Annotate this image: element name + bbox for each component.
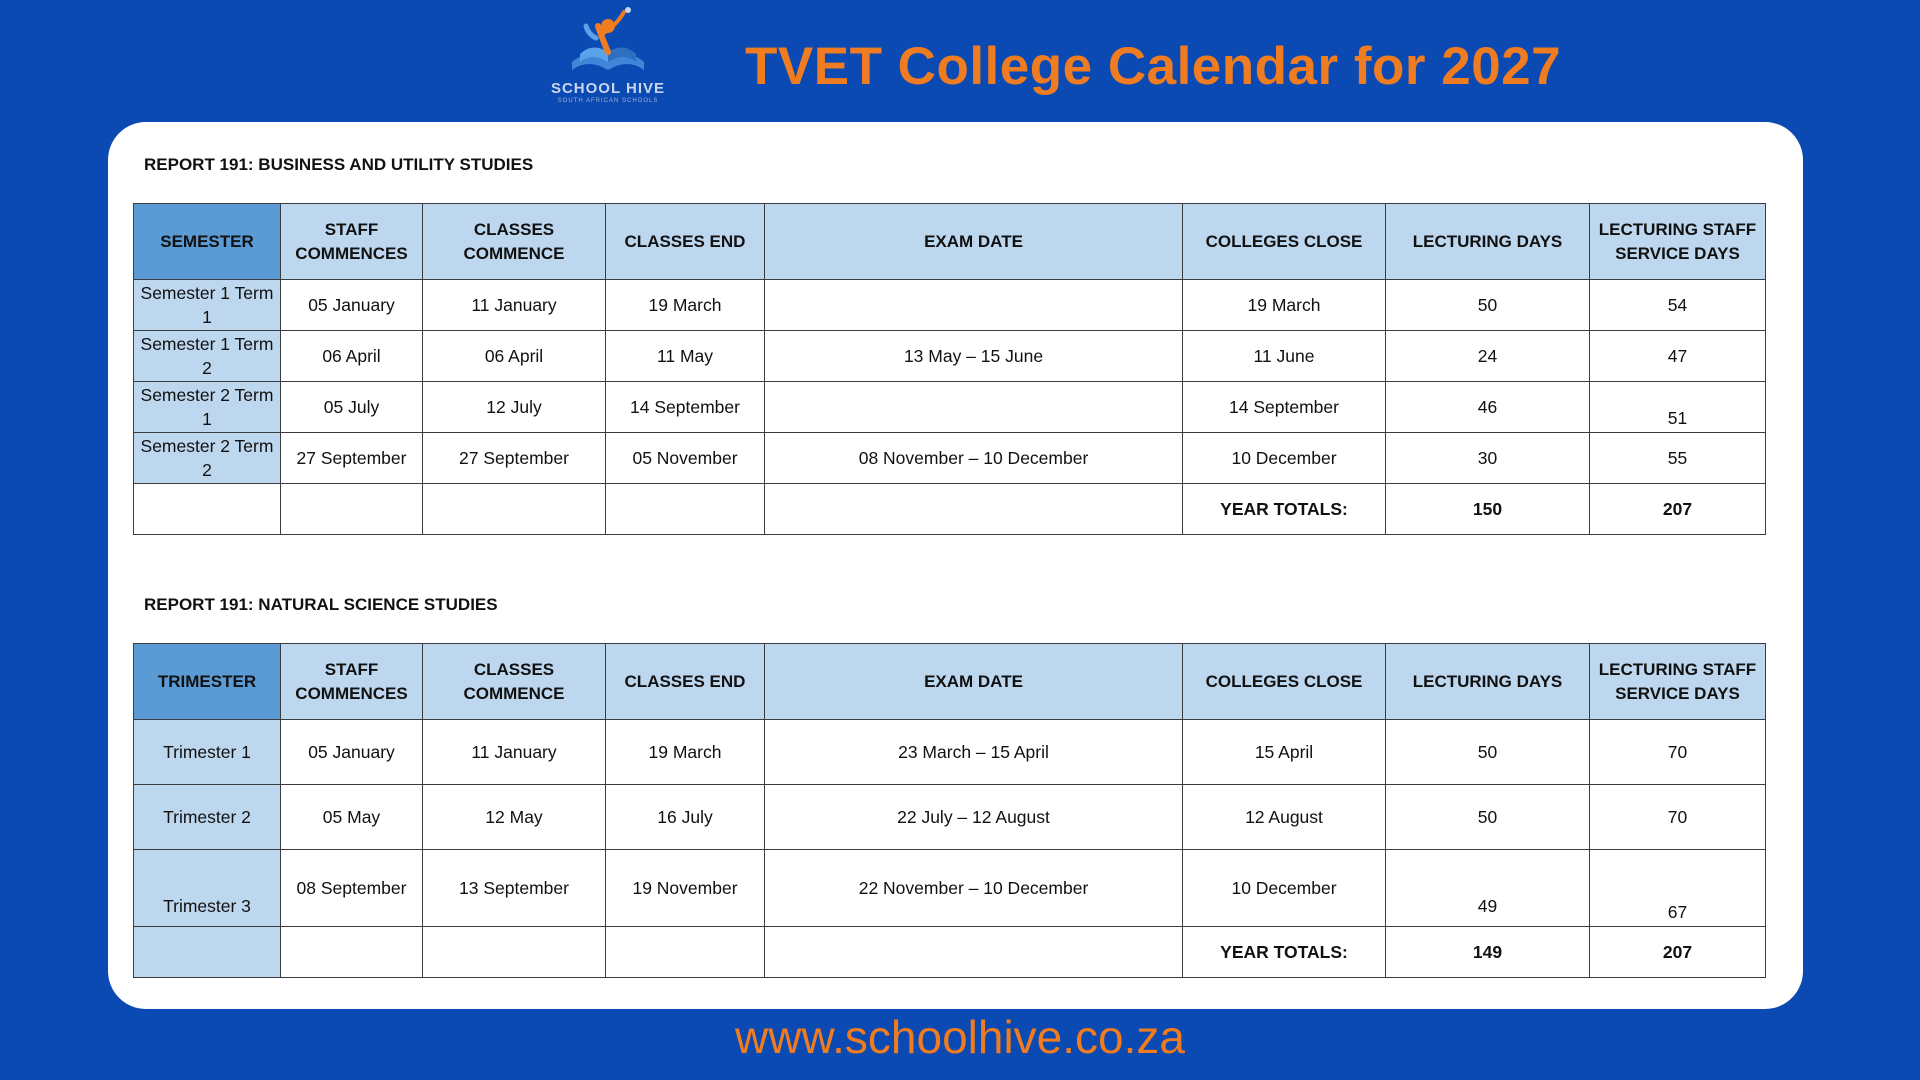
total-lecturing-days: 150 <box>1386 484 1590 535</box>
period-cell: Semester 2 Term 2 <box>134 433 281 484</box>
table-cell <box>606 484 765 535</box>
table-cell <box>423 484 606 535</box>
table-cell <box>765 280 1183 331</box>
table-cell <box>765 927 1183 978</box>
table-header-row <box>134 644 1766 720</box>
table-cell: 70 <box>1590 720 1766 785</box>
table-cell: 70 <box>1590 785 1766 850</box>
totals-row <box>134 484 1766 535</box>
column-header: LECTURING STAFF SERVICE DAYS <box>1590 644 1766 720</box>
period-cell: Trimester 3 <box>134 850 281 927</box>
table-cell: 24 <box>1386 331 1590 382</box>
table-cell: 10 December <box>1183 433 1386 484</box>
report-heading-natural-science: REPORT 191: NATURAL SCIENCE STUDIES <box>144 595 498 614</box>
table-cell: 22 November – 10 December <box>765 850 1183 927</box>
table-cell: 30 <box>1386 433 1590 484</box>
table-cell: 27 September <box>423 433 606 484</box>
natural-science-table <box>133 643 1766 978</box>
table-cell: 05 January <box>281 720 423 785</box>
column-header: COLLEGES CLOSE <box>1183 644 1386 720</box>
table-cell: 19 March <box>606 280 765 331</box>
table-cell: 49 <box>1386 850 1590 927</box>
table-cell: 13 September <box>423 850 606 927</box>
table-cell: 23 March – 15 April <box>765 720 1183 785</box>
total-lecturing-days: 149 <box>1386 927 1590 978</box>
table-cell: 05 November <box>606 433 765 484</box>
total-service-days: 207 <box>1590 927 1766 978</box>
school-hive-logo <box>543 4 673 110</box>
table-cell: 50 <box>1386 280 1590 331</box>
column-header: STAFF COMMENCES <box>281 204 423 280</box>
table-cell: 19 March <box>606 720 765 785</box>
column-header: CLASSES END <box>606 644 765 720</box>
table-cell: 08 September <box>281 850 423 927</box>
table-row <box>134 720 1766 785</box>
table-cell: 22 July – 12 August <box>765 785 1183 850</box>
table-cell: 06 April <box>423 331 606 382</box>
table-cell: 12 May <box>423 785 606 850</box>
table-cell <box>765 382 1183 433</box>
column-header: TRIMESTER <box>134 644 281 720</box>
column-header: LECTURING STAFF SERVICE DAYS <box>1590 204 1766 280</box>
table-cell <box>281 484 423 535</box>
year-totals-label: YEAR TOTALS: <box>1183 484 1386 535</box>
column-header: EXAM DATE <box>765 204 1183 280</box>
table-cell: 12 August <box>1183 785 1386 850</box>
table-cell <box>134 484 281 535</box>
table-cell: 05 January <box>281 280 423 331</box>
period-cell: Trimester 2 <box>134 785 281 850</box>
table-cell: 51 <box>1590 382 1766 433</box>
column-header: CLASSES END <box>606 204 765 280</box>
column-header: COLLEGES CLOSE <box>1183 204 1386 280</box>
table-row <box>134 331 1766 382</box>
table-row <box>134 850 1766 927</box>
table-cell: 19 March <box>1183 280 1386 331</box>
table-cell <box>423 927 606 978</box>
table-row <box>134 785 1766 850</box>
website-url[interactable]: www.schoolhive.co.za <box>735 1011 1185 1063</box>
table-cell: 05 July <box>281 382 423 433</box>
table-cell: 13 May – 15 June <box>765 331 1183 382</box>
column-header: CLASSES COMMENCE <box>423 644 606 720</box>
column-header: SEMESTER <box>134 204 281 280</box>
table-cell: 50 <box>1386 720 1590 785</box>
total-service-days: 207 <box>1590 484 1766 535</box>
table-cell: 10 December <box>1183 850 1386 927</box>
table-row <box>134 433 1766 484</box>
table-cell: 16 July <box>606 785 765 850</box>
table-cell: 14 September <box>606 382 765 433</box>
table-cell <box>765 484 1183 535</box>
table-cell: 15 April <box>1183 720 1386 785</box>
page-title: TVET College Calendar for 2027 <box>745 37 1562 96</box>
table-cell: 19 November <box>606 850 765 927</box>
year-totals-label: YEAR TOTALS: <box>1183 927 1386 978</box>
table-cell: 14 September <box>1183 382 1386 433</box>
table-cell: 11 June <box>1183 331 1386 382</box>
logo-tagline: SOUTH AFRICAN SCHOOLS <box>557 98 659 104</box>
table-cell <box>606 927 765 978</box>
table-row <box>134 280 1766 331</box>
business-studies-table <box>133 203 1766 535</box>
table-cell: 11 January <box>423 720 606 785</box>
table-cell: 27 September <box>281 433 423 484</box>
table-cell: 67 <box>1590 850 1766 927</box>
period-cell: Semester 1 Term 2 <box>134 331 281 382</box>
table-cell: 11 January <box>423 280 606 331</box>
table-cell: 06 April <box>281 331 423 382</box>
book-figure-icon <box>558 4 658 84</box>
table-cell <box>281 927 423 978</box>
period-cell: Trimester 1 <box>134 720 281 785</box>
table-cell: 05 May <box>281 785 423 850</box>
table-cell <box>134 927 281 978</box>
table-cell: 47 <box>1590 331 1766 382</box>
table-cell: 12 July <box>423 382 606 433</box>
report-heading-business: REPORT 191: BUSINESS AND UTILITY STUDIES <box>144 155 534 174</box>
totals-row <box>134 927 1766 978</box>
column-header: EXAM DATE <box>765 644 1183 720</box>
column-header: LECTURING DAYS <box>1386 204 1590 280</box>
period-cell: Semester 1 Term 1 <box>134 280 281 331</box>
column-header: CLASSES COMMENCE <box>423 204 606 280</box>
table-row <box>134 382 1766 433</box>
table-cell: 08 November – 10 December <box>765 433 1183 484</box>
table-cell: 50 <box>1386 785 1590 850</box>
column-header: LECTURING DAYS <box>1386 644 1590 720</box>
table-cell: 55 <box>1590 433 1766 484</box>
period-cell: Semester 2 Term 1 <box>134 382 281 433</box>
table-cell: 46 <box>1386 382 1590 433</box>
column-header: STAFF COMMENCES <box>281 644 423 720</box>
table-cell: 54 <box>1590 280 1766 331</box>
table-header-row <box>134 204 1766 280</box>
table-cell: 11 May <box>606 331 765 382</box>
logo-name: SCHOOL HIVE <box>550 80 666 97</box>
